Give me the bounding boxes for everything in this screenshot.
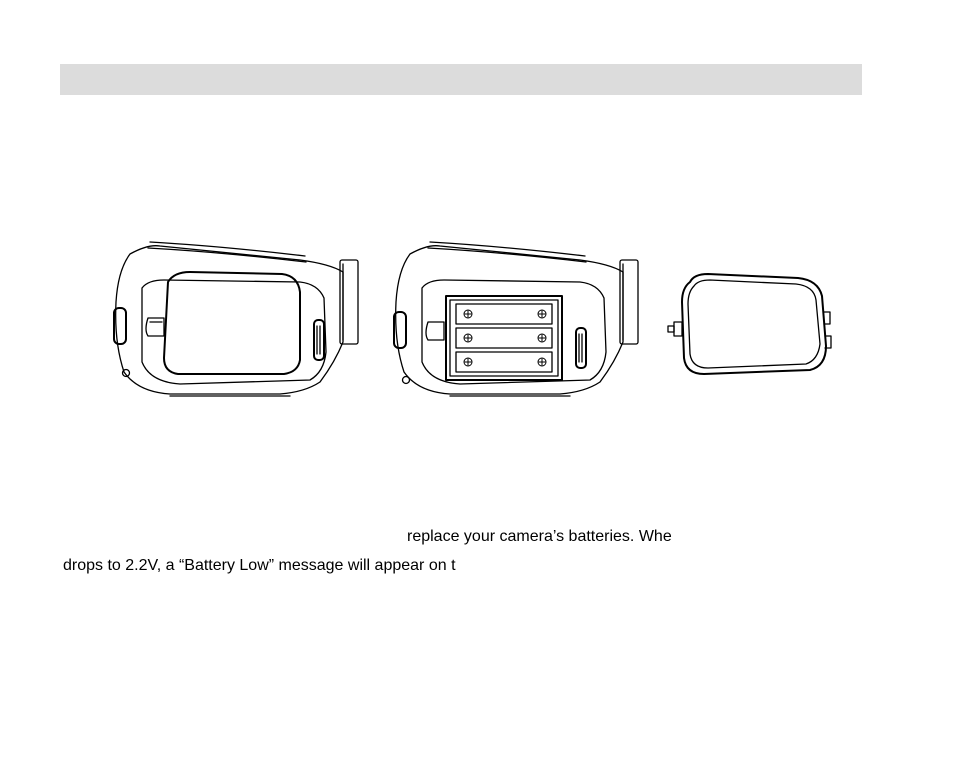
body-text-line-1: replace your camera’s batteries. Whe (407, 528, 672, 545)
section-header-bar (60, 64, 862, 95)
camera-closed-view (114, 242, 358, 396)
camera-open-view (394, 242, 638, 396)
body-text-line-2: drops to 2.2V, a “Battery Low” message will appear on t (63, 557, 456, 574)
battery-door-view (668, 274, 831, 374)
battery-installation-illustration (100, 232, 840, 412)
